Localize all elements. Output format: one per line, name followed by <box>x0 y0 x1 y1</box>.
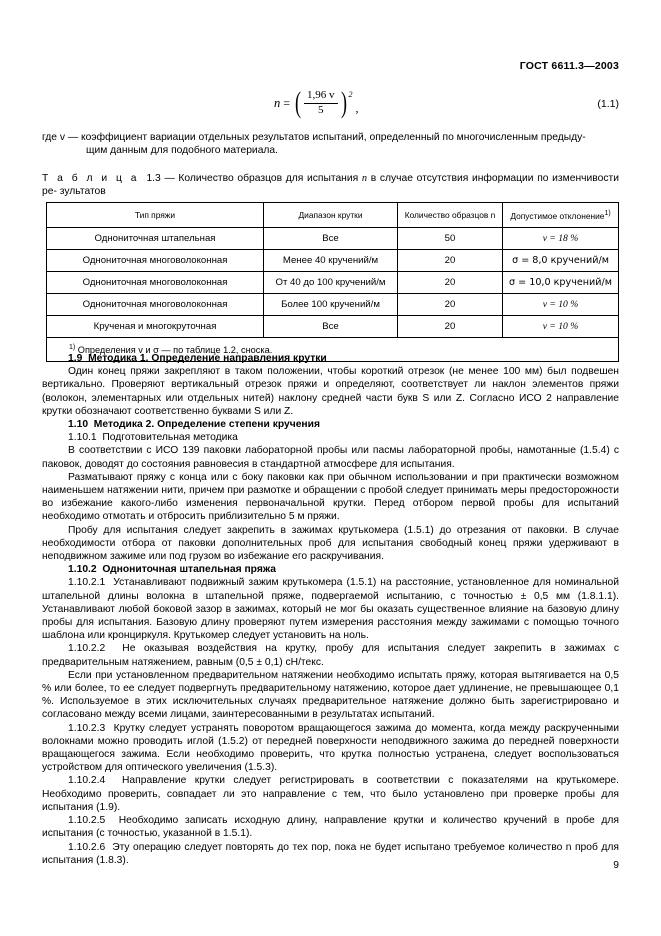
cell-tolerance: v = 18 % <box>503 228 619 250</box>
formula-where-clause <box>42 131 619 157</box>
formula-equals: = <box>283 95 291 110</box>
clause-1-10-2-4-number: 1.10.2.4 <box>68 775 106 787</box>
clause-1-10-2-5-text: Необходимо записать исходную длину, направление крутки и количество кручений в пробе для испытания (с точностью, указанной в 1.5.1). <box>42 815 619 840</box>
cell-tolerance: σ = 8,0 кручений/м <box>503 250 619 272</box>
clause-1-10-2-1-number: 1.10.2.1 <box>68 577 106 589</box>
subsection-1-10-1-number: 1.10.1 <box>68 432 97 444</box>
clause-1-10-2-1-text: Устанавливают подвижный зажим крутькомера (1.5.1) на расстояние, установленное для номинальной штапельной длины волокна в штапельной пряже, подвергаемой испытанию, с точностью ± 0,5 мм (1.8.1.1). Устанавливают любой боковой зазор в зажимах, который не мог бы оказать существенное влияние на базовую длину пробы для испытания. Базовую длину проверяют путем измерения расстояния между зажимами с помощью точного шаблона или кронциркуля. Крутькомер следует установить на ноль. <box>42 577 619 642</box>
clause-1-10-2-4-text: Направление крутки следует регистрировать в соответствии с показателями на крутькомере. Необходимо проверить, совпадает ли это направление с тем, что было установлено при проверке пробы для испытания (1.9). <box>42 775 619 813</box>
cell-twist-range: Все <box>264 228 398 250</box>
page-header-standard-number: ГОСТ 6611.3—2003 <box>519 60 619 72</box>
clause-1-10-2-2-text: Не оказывая воздействия на крутку, пробу для испытания следует закрепить в зажимах с предварительным натяжением, равным (0,5 ± 0,1) сН/текс. <box>42 643 620 668</box>
cell-sample-count: 50 <box>398 228 503 250</box>
table-caption-line-2: зультатов <box>59 186 106 198</box>
section-1-9 <box>42 352 619 418</box>
cell-yarn-type: Однониточная многоволоконная <box>47 294 264 316</box>
cell-twist-range: Более 100 кручений/м <box>264 294 398 316</box>
cell-yarn-type: Однониточная многоволоконная <box>47 272 264 294</box>
clause-1-10-2-2-number: 1.10.2.2 <box>68 643 106 655</box>
subsection-1-10-2-heading <box>42 563 619 576</box>
clause-1-10-2-4 <box>42 774 619 814</box>
cell-sample-count: 20 <box>398 250 503 272</box>
formula-1-1 <box>274 88 359 118</box>
clause-1-10-2-2 <box>42 642 619 668</box>
table-header-sample-count <box>398 203 503 228</box>
cell-twist-range: Все <box>264 316 398 338</box>
table-header-yarn-type: Тип пряжи <box>47 203 264 228</box>
cell-sample-count: 20 <box>398 272 503 294</box>
table-header-footnote-marker: 1) <box>604 209 611 217</box>
clause-1-10-2-2-continuation: Если при установленном предварительном натяжении необходимо испытать пряжу, которая вытягивается на 0,5 % или более, то ее следует подвергнуть предварительному натяжению, которое дает удлинение, не превышающее 0,1 %. Используемое в этих исключительных случаях предварительное натяжение должно быть зарегистрировано и согласовано между всеми лицами, заинтересованными в результатах испытаний. <box>42 669 619 721</box>
cell-tolerance: σ = 10,0 кручений/м <box>503 272 619 294</box>
formula-trailing-comma: , <box>355 100 359 115</box>
cell-twist-range: Менее 40 кручений/м <box>264 250 398 272</box>
table-header-twist-range: Диапазон крутки <box>264 203 398 228</box>
table-1-3-wrapper <box>46 202 618 362</box>
clause-1-10-2-3-text: Крутку следует устранять поворотом вращающегося зажима до момента, когда между раскрученными волокнами можно проводить иглой (1.5.2) от передней поверхности неподвижного зажима до передней поверхности вращающегося зажима. Если необходимо проверить, что крутка полностью устранена, следует воспользоваться устройством для оптического увеличения (1.5.3). <box>42 722 619 774</box>
cell-yarn-type: Однониточная штапельная <box>47 228 264 250</box>
formula-left-paren: ( <box>295 86 302 119</box>
subsection-1-10-1-paragraph-2: Разматывают пряжу с конца или с боку паковки как при обычном использовании и при практически возможном наименьшем натяжении нити, причем при размотке и обращении с пробой следует принимать меры предосторожности во избежание какого-либо изменения первоначальной крутки. Перед отбором первой пробы для испытаний необходимо отмотать и отбросить приблизительно 5 м пряжи. <box>42 471 619 523</box>
table-row <box>47 272 619 294</box>
section-1-9-paragraph: Один конец пряжи закрепляют в таком положении, чтобы короткий отрезок (не менее 100 мм) был подвешен вертикально. Проверяют вертикальный отрезок пряжи и определяют, соответствует ли наклон элементов пряжи (волокон, элементарных или отдельных нитей) наклону средней части букв S или Z. Согласно ИСО 2 направление крутки обозначают соответственно буквами S или Z. <box>42 366 619 417</box>
section-1-10 <box>42 418 619 867</box>
clause-1-10-2-5-number: 1.10.2.5 <box>68 815 106 827</box>
formula-fraction <box>304 90 338 116</box>
cell-sample-count: 20 <box>398 294 503 316</box>
clause-1-10-2-3 <box>42 722 619 775</box>
subsection-1-10-1-heading <box>42 431 619 444</box>
section-1-9-number: 1.9 <box>68 353 83 364</box>
table-header-sample-count-text: Количество образцов n <box>404 210 496 220</box>
where-clause-line-2: щим данным для подобного материала. <box>86 145 279 157</box>
subsection-1-10-1-paragraph-3: Пробу для испытания следует закрепить в зажимах крутькомера (1.5.1) до отрезания от паковки. В случае необходимости отбора от паковки дополнительных проб для испытания свободный конец пряжи удерживают в неподвижном зажиме или под грузом во избежание его раскручивания. <box>42 524 619 563</box>
formula-variable: n <box>274 95 281 110</box>
section-1-9-heading <box>42 352 619 365</box>
table-1-3 <box>46 202 619 362</box>
section-1-10-title: Методика 2. Определение степени кручения <box>93 419 320 430</box>
section-1-10-heading <box>42 418 619 431</box>
clause-1-10-2-3-number: 1.10.2.3 <box>68 722 106 734</box>
formula-numerator: 1,96 v <box>304 90 338 104</box>
table-caption-dash: — <box>164 173 175 184</box>
table-header-row <box>47 203 619 228</box>
table-caption-text-after: в случае отсутствия информации по изменчивости ре- <box>42 173 619 198</box>
where-clause-line-1: где v — коэффициент вариации отдельных результатов испытаний, определенный по многочисленным предыду- <box>42 132 586 143</box>
table-footnote-marker: 1) <box>69 343 76 351</box>
clause-1-10-2-1 <box>42 576 619 642</box>
table-row <box>47 316 619 338</box>
table-caption-italic-symbol: n <box>361 173 368 184</box>
clause-1-10-2-6 <box>42 841 619 867</box>
cell-twist-range: От 40 до 100 кручений/м <box>264 272 398 294</box>
cell-tolerance: v = 10 % <box>503 294 619 316</box>
cell-sample-count: 20 <box>398 316 503 338</box>
subsection-1-10-2-title: Однониточная штапельная пряжа <box>102 564 276 576</box>
table-header-tolerance-text: Допустимое отклонение <box>510 210 605 221</box>
table-row <box>47 228 619 250</box>
page-number: 9 <box>613 860 619 871</box>
section-1-10-number: 1.10 <box>68 419 89 430</box>
table-caption-label: Т а б л и ц а <box>42 173 140 184</box>
cell-yarn-type: Крученая и многокруточная <box>47 316 264 338</box>
subsection-1-10-2-number: 1.10.2 <box>68 564 97 576</box>
clause-1-10-2-5 <box>42 814 619 840</box>
table-caption-number: 1.3 <box>146 173 161 184</box>
table-header-tolerance <box>503 203 619 228</box>
clause-1-10-2-6-text: Эту операцию следует повторять до тех пор, пока не будет испытано требуемое количество n проб для испытания (1.8.3). <box>42 841 619 866</box>
clause-1-10-2-6-number: 1.10.2.6 <box>68 841 106 853</box>
cell-tolerance: v = 10 % <box>503 316 619 338</box>
subsection-1-10-1-paragraph-1: В соответствии с ИСО 139 паковки лабораторной пробы или пасмы лабораторной пробы, намотанные (1.5.4) с паковок, доводят до состояния равновесия в стандартной атмосфере для испытания. <box>42 445 619 470</box>
section-1-9-title: Методика 1. Определение направления крутки <box>88 353 327 364</box>
subsection-1-10-1-title: Подготовительная методика <box>102 432 238 444</box>
cell-yarn-type: Однониточная многоволоконная <box>47 250 264 272</box>
table-row <box>47 294 619 316</box>
formula-block <box>42 86 619 130</box>
table-caption-text-before: Количество образцов для испытания <box>178 173 359 184</box>
formula-denominator: 5 <box>318 103 324 116</box>
table-row <box>47 250 619 272</box>
formula-number: (1.1) <box>597 98 619 110</box>
formula-right-paren: ) <box>340 86 347 119</box>
formula-exponent: 2 <box>348 89 353 99</box>
table-caption <box>42 172 619 198</box>
table-footnote-text: Определения v и σ — по таблице 1.2, сноска. <box>77 345 273 356</box>
